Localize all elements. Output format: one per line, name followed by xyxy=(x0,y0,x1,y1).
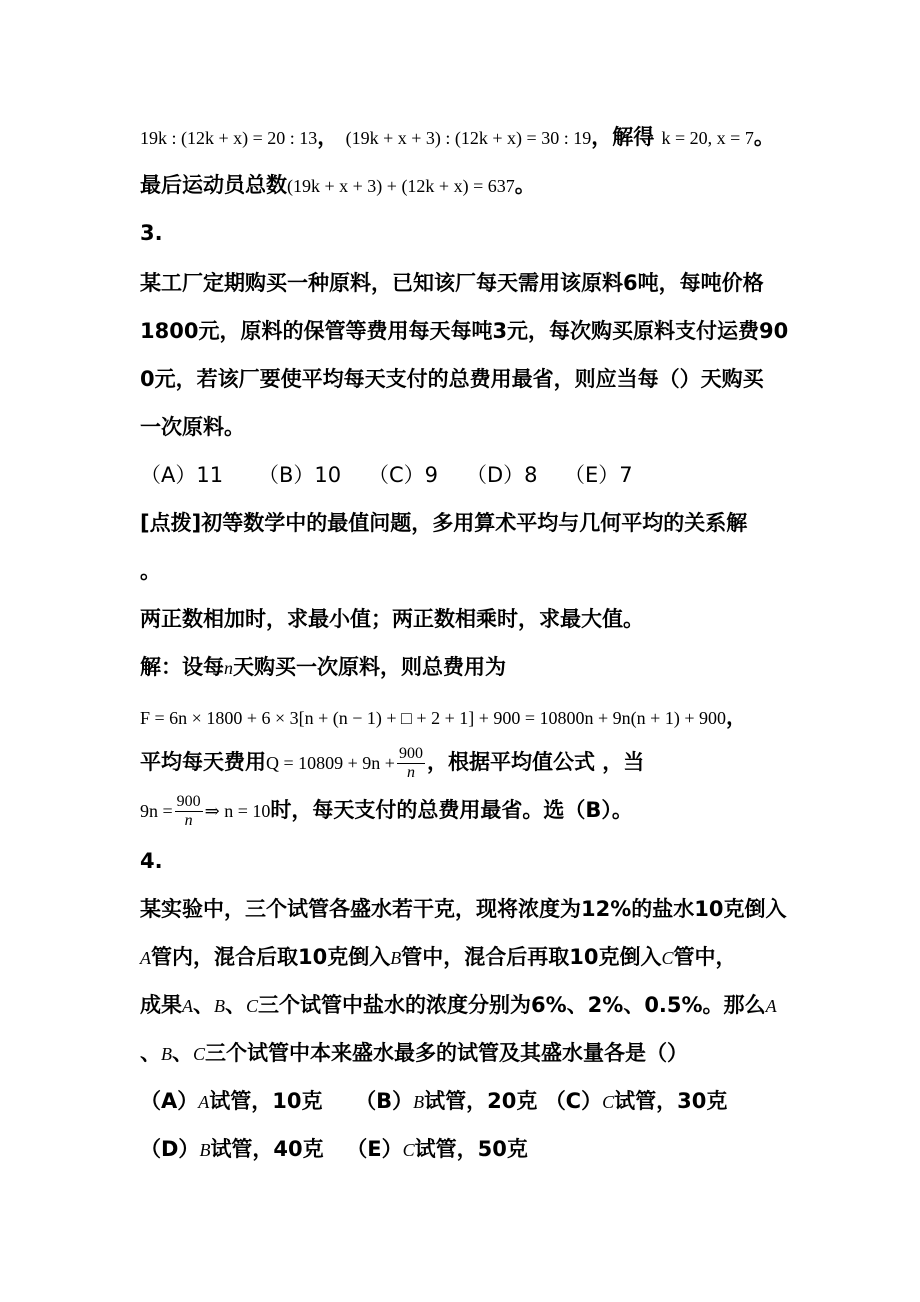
separator: 、 xyxy=(225,993,246,1017)
option-d xyxy=(140,1137,324,1161)
option-label: （A） xyxy=(140,1089,199,1113)
ratio-equation-1: 19k : (12k + x) = 20 : 13 xyxy=(140,128,318,148)
fraction-numerator: 900 xyxy=(398,744,423,762)
question-4-text-line-4 xyxy=(140,1038,688,1069)
period: 。 xyxy=(514,173,536,197)
option-text: 试管，10克 xyxy=(209,1089,323,1113)
solution-line-3 xyxy=(140,742,644,783)
option-e xyxy=(346,1137,528,1161)
question-4-text-line-1: 某实验中，三个试管各盛水若干克，现将浓度为12%的盐水10克倒入 xyxy=(140,897,787,921)
solution-text: 天购买一次原料，则总费用为 xyxy=(233,655,506,679)
fraction-900-over-n xyxy=(397,745,425,782)
question-3-options xyxy=(140,460,633,490)
text-segment: 三个试管中本来盛水最多的试管及其盛水量各是（） xyxy=(205,1041,689,1065)
fraction-denominator: n xyxy=(406,763,415,781)
ratio-equation-2: (19k + x + 3) : (12k + x) = 30 : 19 xyxy=(345,128,592,148)
question-4-text-line-3 xyxy=(140,990,777,1021)
tube-c: C xyxy=(602,1092,615,1112)
separator: 、 xyxy=(140,1041,161,1065)
comma: ， xyxy=(725,705,747,729)
total-label: 最后运动员总数 xyxy=(140,173,287,197)
solution-label: 解：设每 xyxy=(140,655,224,679)
solution-line-2 xyxy=(140,702,747,733)
question-4-number: 4. xyxy=(140,849,163,873)
hint-line-1: [点拨]初等数学中的最值问题，多用算术平均与几何平均的关系解 xyxy=(140,511,748,535)
text-segment: 管中， xyxy=(673,945,737,969)
option-a xyxy=(140,1089,323,1113)
option-c: （C）9 xyxy=(368,463,439,487)
question-4-options-line-2 xyxy=(140,1134,528,1165)
question-3-text-line-3: 0元，若该厂要使平均每天支付的总费用最省，则应当每（）天购买 xyxy=(140,367,764,391)
question-3-number: 3. xyxy=(140,221,163,245)
option-text: 试管，30克 xyxy=(614,1089,728,1113)
period: 。 xyxy=(753,125,775,149)
text-segment: 管内，混合后取10克倒入 xyxy=(151,945,391,969)
total-cost-equation: F = 6n × 1800 + 6 × 3[n + (n − 1) + □ + 2 + 1] + 900 = 10800n + 9n(n + 1) + 900 xyxy=(140,708,726,728)
question-3-text-line-1: 某工厂定期购买一种原料，已知该厂每天需用该原料6吨，每吨价格 xyxy=(140,271,764,295)
question-4-text-line-2 xyxy=(140,942,736,973)
total-line xyxy=(140,170,536,201)
conclusion-text: 时，每天支付的总费用最省。选（B）。 xyxy=(270,798,633,822)
option-label: （E） xyxy=(346,1137,403,1161)
fraction-900-over-n-2 xyxy=(175,793,203,830)
option-label: （D） xyxy=(140,1137,200,1161)
tube-a: A xyxy=(182,996,193,1016)
average-cost-equation: Q = 10809 + 9n + xyxy=(266,753,395,773)
option-label: （C） xyxy=(544,1089,603,1113)
text-segment: 管中，混合后再取10克倒入 xyxy=(401,945,662,969)
tube-a: A xyxy=(765,996,777,1016)
question-3-text-line-2: 1800元，原料的保管等费用每天每吨3元，每次购买原料支付运费90 xyxy=(140,319,789,343)
option-c xyxy=(545,1089,728,1113)
solution-values: k = 20, x = 7 xyxy=(661,128,754,148)
separator: ， xyxy=(317,125,339,149)
option-a: （A）11 xyxy=(140,463,224,487)
implies-n-10: ⇒ n = 10 xyxy=(204,801,271,821)
fraction-numerator: 900 xyxy=(176,792,201,810)
text-segment: 三个试管中盐水的浓度分别为6%、2%、0.5%。那么 xyxy=(258,993,766,1017)
solution-line-4 xyxy=(140,790,633,831)
total-equation: (19k + x + 3) + (12k + x) = 637 xyxy=(287,176,515,196)
tube-b: B xyxy=(199,1140,211,1160)
equation-9n: 9n = xyxy=(140,801,173,821)
tube-c: C xyxy=(246,996,259,1016)
hint-line-2: 。 xyxy=(140,559,161,583)
solve-label: ，解得 xyxy=(591,125,655,149)
question-4-options-line-1 xyxy=(140,1086,727,1117)
separator: 、 xyxy=(172,1041,193,1065)
option-b xyxy=(355,1089,537,1113)
tube-b: B xyxy=(390,948,402,968)
option-text: 试管，50克 xyxy=(414,1137,528,1161)
option-d: （D）8 xyxy=(466,463,538,487)
tube-c: C xyxy=(402,1140,415,1160)
option-b: （B）10 xyxy=(258,463,342,487)
tube-b: B xyxy=(161,1044,172,1064)
tube-a: A xyxy=(198,1092,210,1112)
tube-c: C xyxy=(661,948,674,968)
tube-a: A xyxy=(140,948,151,968)
average-text: ，根据平均值公式 ，当 xyxy=(426,750,645,774)
variable-n: n xyxy=(224,658,233,678)
option-label: （B） xyxy=(355,1089,414,1113)
option-e: （E）7 xyxy=(564,463,633,487)
solution-line-1 xyxy=(140,652,506,683)
option-text: 试管，20克 xyxy=(424,1089,538,1113)
tube-c: C xyxy=(193,1044,206,1064)
tube-b: B xyxy=(214,996,225,1016)
option-text: 试管，40克 xyxy=(210,1137,324,1161)
question-3-text-line-4: 一次原料。 xyxy=(140,415,245,439)
average-cost-label: 平均每天费用 xyxy=(140,750,266,774)
tube-b: B xyxy=(413,1092,425,1112)
text-segment: 成果 xyxy=(140,993,182,1017)
equation-line-1 xyxy=(140,122,775,153)
fraction-denominator: n xyxy=(184,811,193,829)
hint-line-3: 两正数相加时，求最小值；两正数相乘时，求最大值。 xyxy=(140,607,644,631)
separator: 、 xyxy=(193,993,214,1017)
